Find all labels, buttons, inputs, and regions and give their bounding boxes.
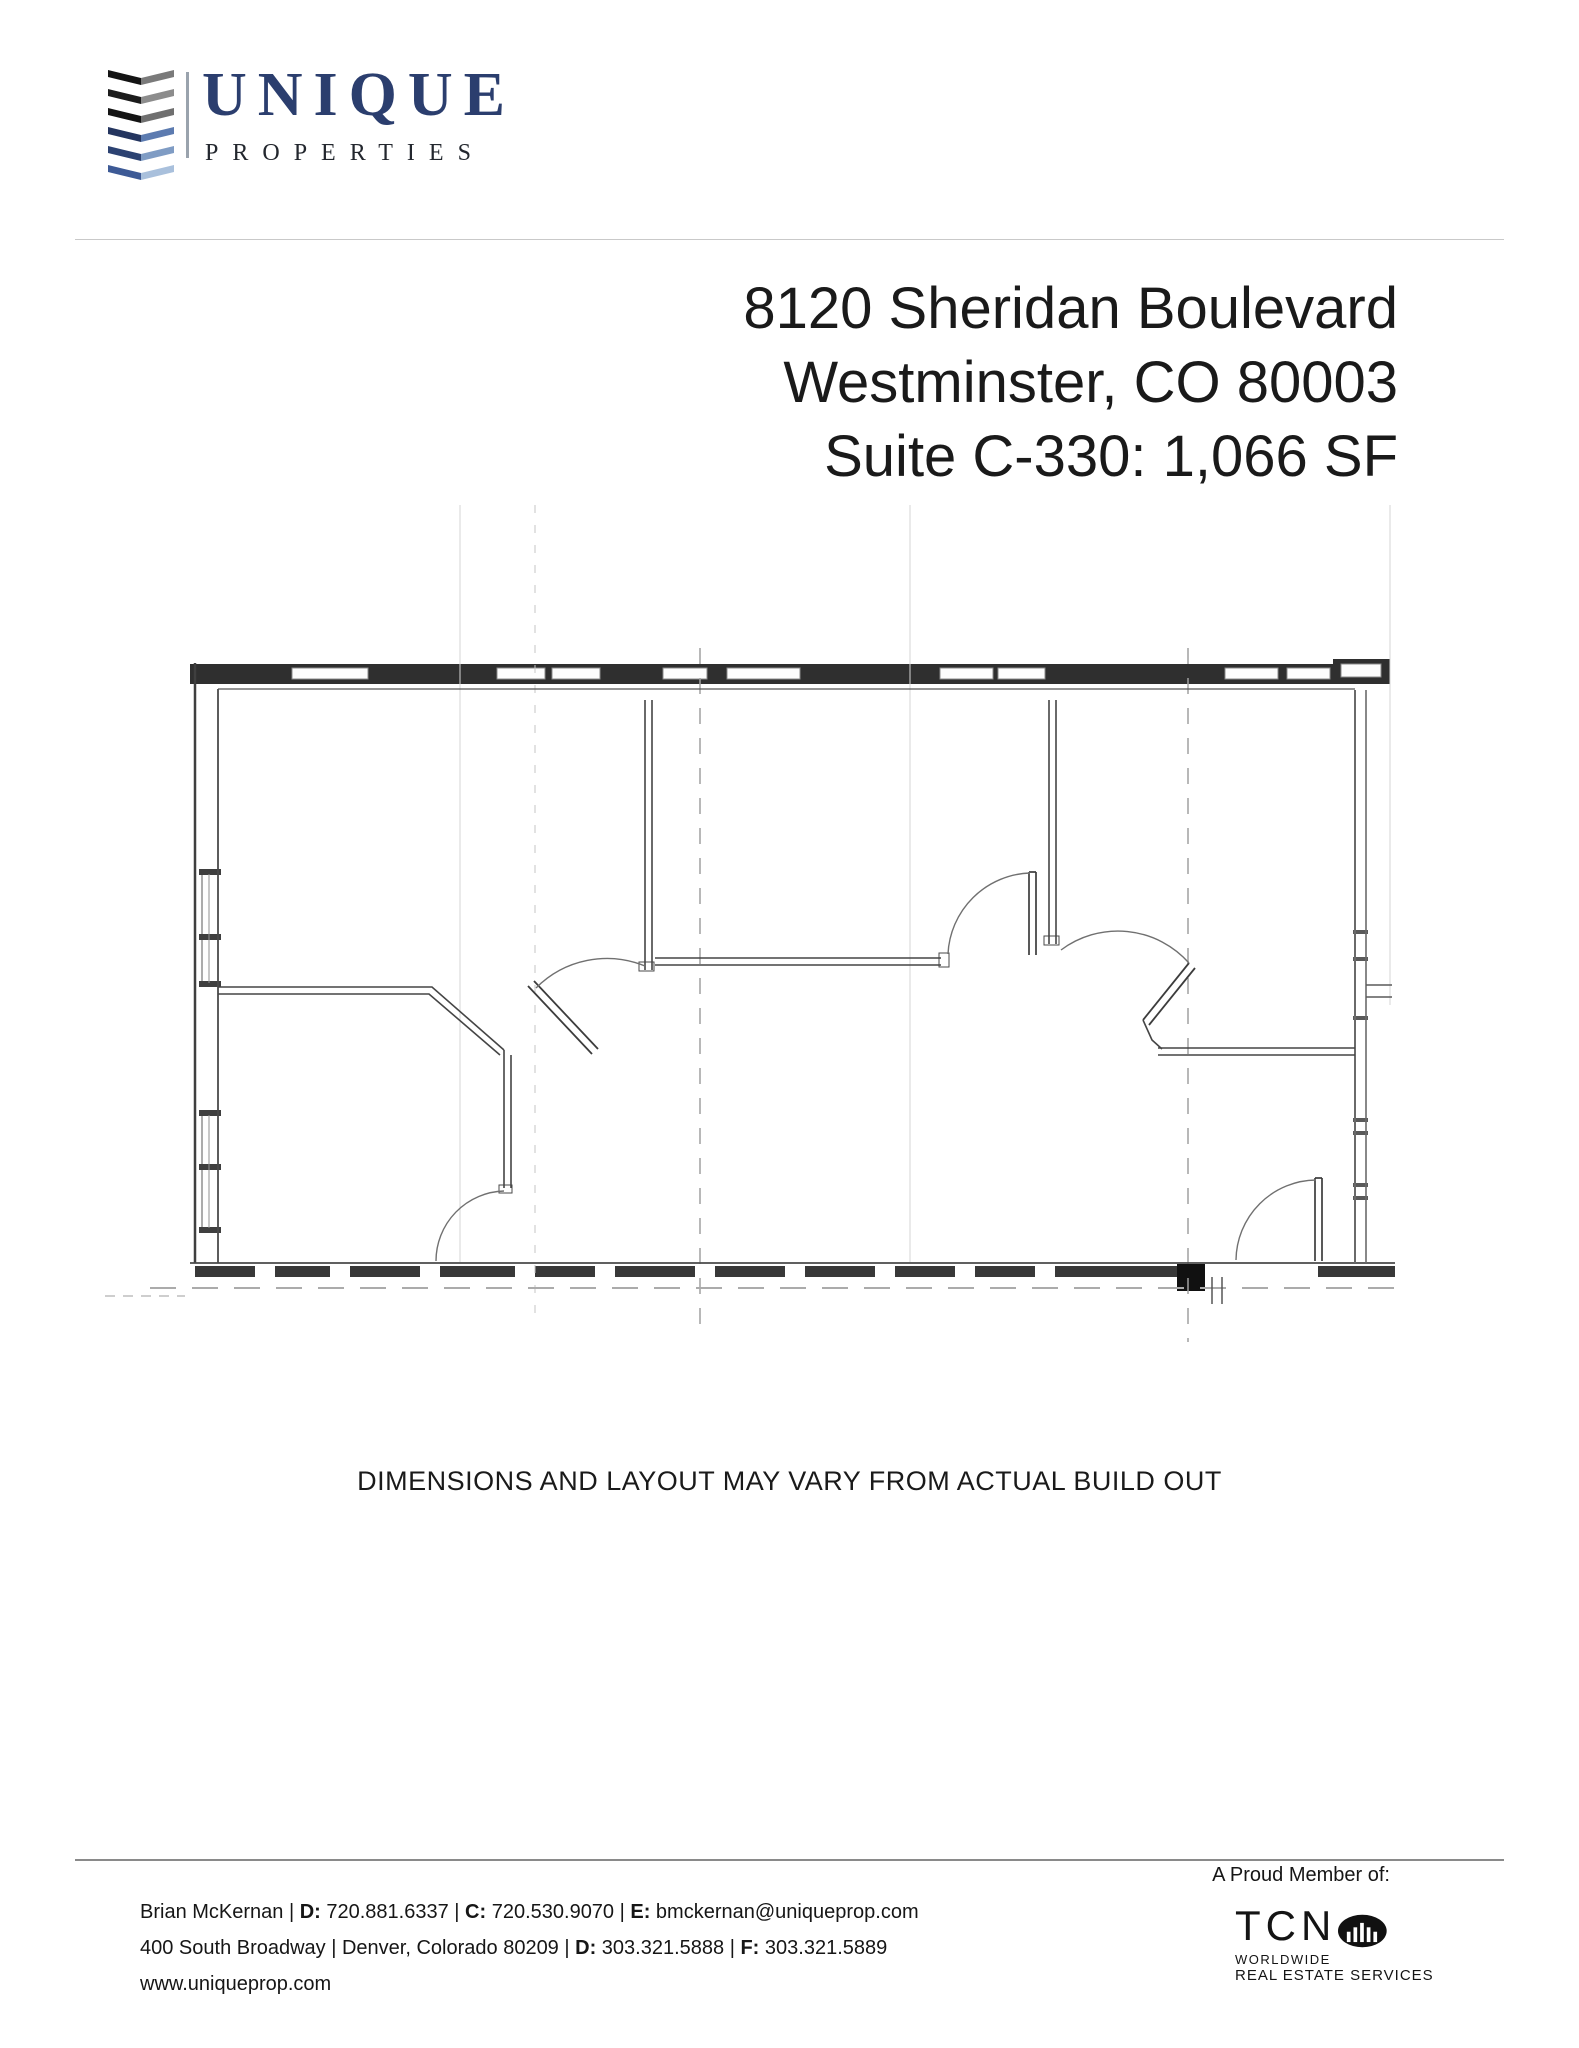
floorplan-rect [350, 1266, 420, 1277]
floorplan-rect [940, 668, 993, 679]
broker-contact-line-2 [140, 1930, 919, 1966]
floorplan-rect [805, 1266, 875, 1277]
footer-divider [75, 1859, 1504, 1861]
contact-value: 303.321.5888 | [596, 1937, 741, 1959]
floorplan-rect [1177, 1264, 1205, 1291]
floorplan-rect [202, 1113, 218, 1230]
tcn-building-bar [1347, 1932, 1351, 1942]
contact-label: F: [740, 1937, 760, 1959]
tcn-services-label: REAL ESTATE SERVICES [1235, 1967, 1434, 1984]
contact-value: 303.321.5889 [759, 1937, 888, 1959]
broker-website-line [140, 1966, 919, 2002]
contact-value: Brian McKernan | [140, 1901, 300, 1923]
tcn-worldwide-label: WORLDWIDE [1235, 1952, 1331, 1967]
floorplan-rect [998, 668, 1045, 679]
address-line-2: Westminster, CO 80003 [783, 350, 1398, 415]
floorplan-path [218, 994, 500, 1055]
floorplan-rect [727, 668, 800, 679]
floorplan-rect [895, 1266, 955, 1277]
broker-contact-line-1 [140, 1894, 919, 1930]
floorplan-path [218, 987, 504, 1050]
floorplan-rect [497, 668, 545, 679]
floorplan-path [1061, 931, 1189, 963]
floorplan-rect [1133, 1266, 1177, 1277]
floorplan-rect [1225, 668, 1278, 679]
contact-value: 720.881.6337 | [320, 1901, 466, 1923]
tcn-building-bar [1360, 1923, 1364, 1942]
suite-size-line: Suite C-330: 1,066 SF [824, 424, 1398, 489]
contact-label: D: [299, 1901, 321, 1923]
floorplan-rect [195, 1266, 255, 1277]
floorplan-path [1143, 1020, 1162, 1049]
contact-value: 400 South Broadway | Denver, Colorado 80209 | [140, 1937, 576, 1959]
floorplan-rect [663, 668, 707, 679]
contact-label: C: [465, 1901, 487, 1923]
contact-label: E: [630, 1901, 651, 1923]
floorplan-rect [1318, 1266, 1395, 1277]
floorplan-line [1143, 963, 1189, 1020]
floorplan-rect [552, 668, 600, 679]
floorplan-rect [440, 1266, 515, 1277]
floorplan-rect [1055, 1266, 1133, 1277]
floorplan-rect [715, 1266, 785, 1277]
contact-value: 720.530.9070 | [486, 1901, 631, 1923]
floorplan-rect [275, 1266, 330, 1277]
floorplan-path [948, 873, 1030, 954]
tcn-building-bar [1354, 1927, 1358, 1942]
floorplan-rect [1287, 668, 1330, 679]
floorplan-path [1236, 1180, 1316, 1260]
contact-value: bmckernan@uniqueprop.com [650, 1901, 919, 1923]
floorplan-line [528, 986, 592, 1054]
proud-member-label: A Proud Member of: [1212, 1864, 1390, 1886]
floorplan-line [534, 981, 598, 1049]
floorplan-rect [292, 668, 368, 679]
logo-subtitle: PROPERTIES [205, 140, 485, 166]
contact-label: D: [575, 1937, 597, 1959]
broker-contact-block [140, 1894, 919, 2002]
tcn-skyline-ellipse-icon [1338, 1908, 1387, 1954]
tcn-building-bar [1367, 1927, 1371, 1942]
floorplan-rect [975, 1266, 1035, 1277]
floorplan-rect [202, 872, 218, 985]
floorplan-path [536, 958, 645, 988]
tcn-wordmark: TCN [1235, 1902, 1337, 1949]
tcn-building-bar [1374, 1932, 1378, 1942]
logo-wordmark: UNIQUE [202, 61, 517, 129]
floorplan-rect [615, 1266, 695, 1277]
tcn-worldwide-logo [1235, 1902, 1434, 1984]
floorplan-rect [535, 1266, 595, 1277]
address-line-1: 8120 Sheridan Boulevard [743, 276, 1398, 341]
disclaimer-text: DIMENSIONS AND LAYOUT MAY VARY FROM ACTUAL BUILD OUT [357, 1466, 1222, 1496]
floorplan-path [436, 1191, 504, 1261]
contact-value: www.uniqueprop.com [140, 1973, 332, 1995]
floorplan-rect [1341, 664, 1381, 677]
